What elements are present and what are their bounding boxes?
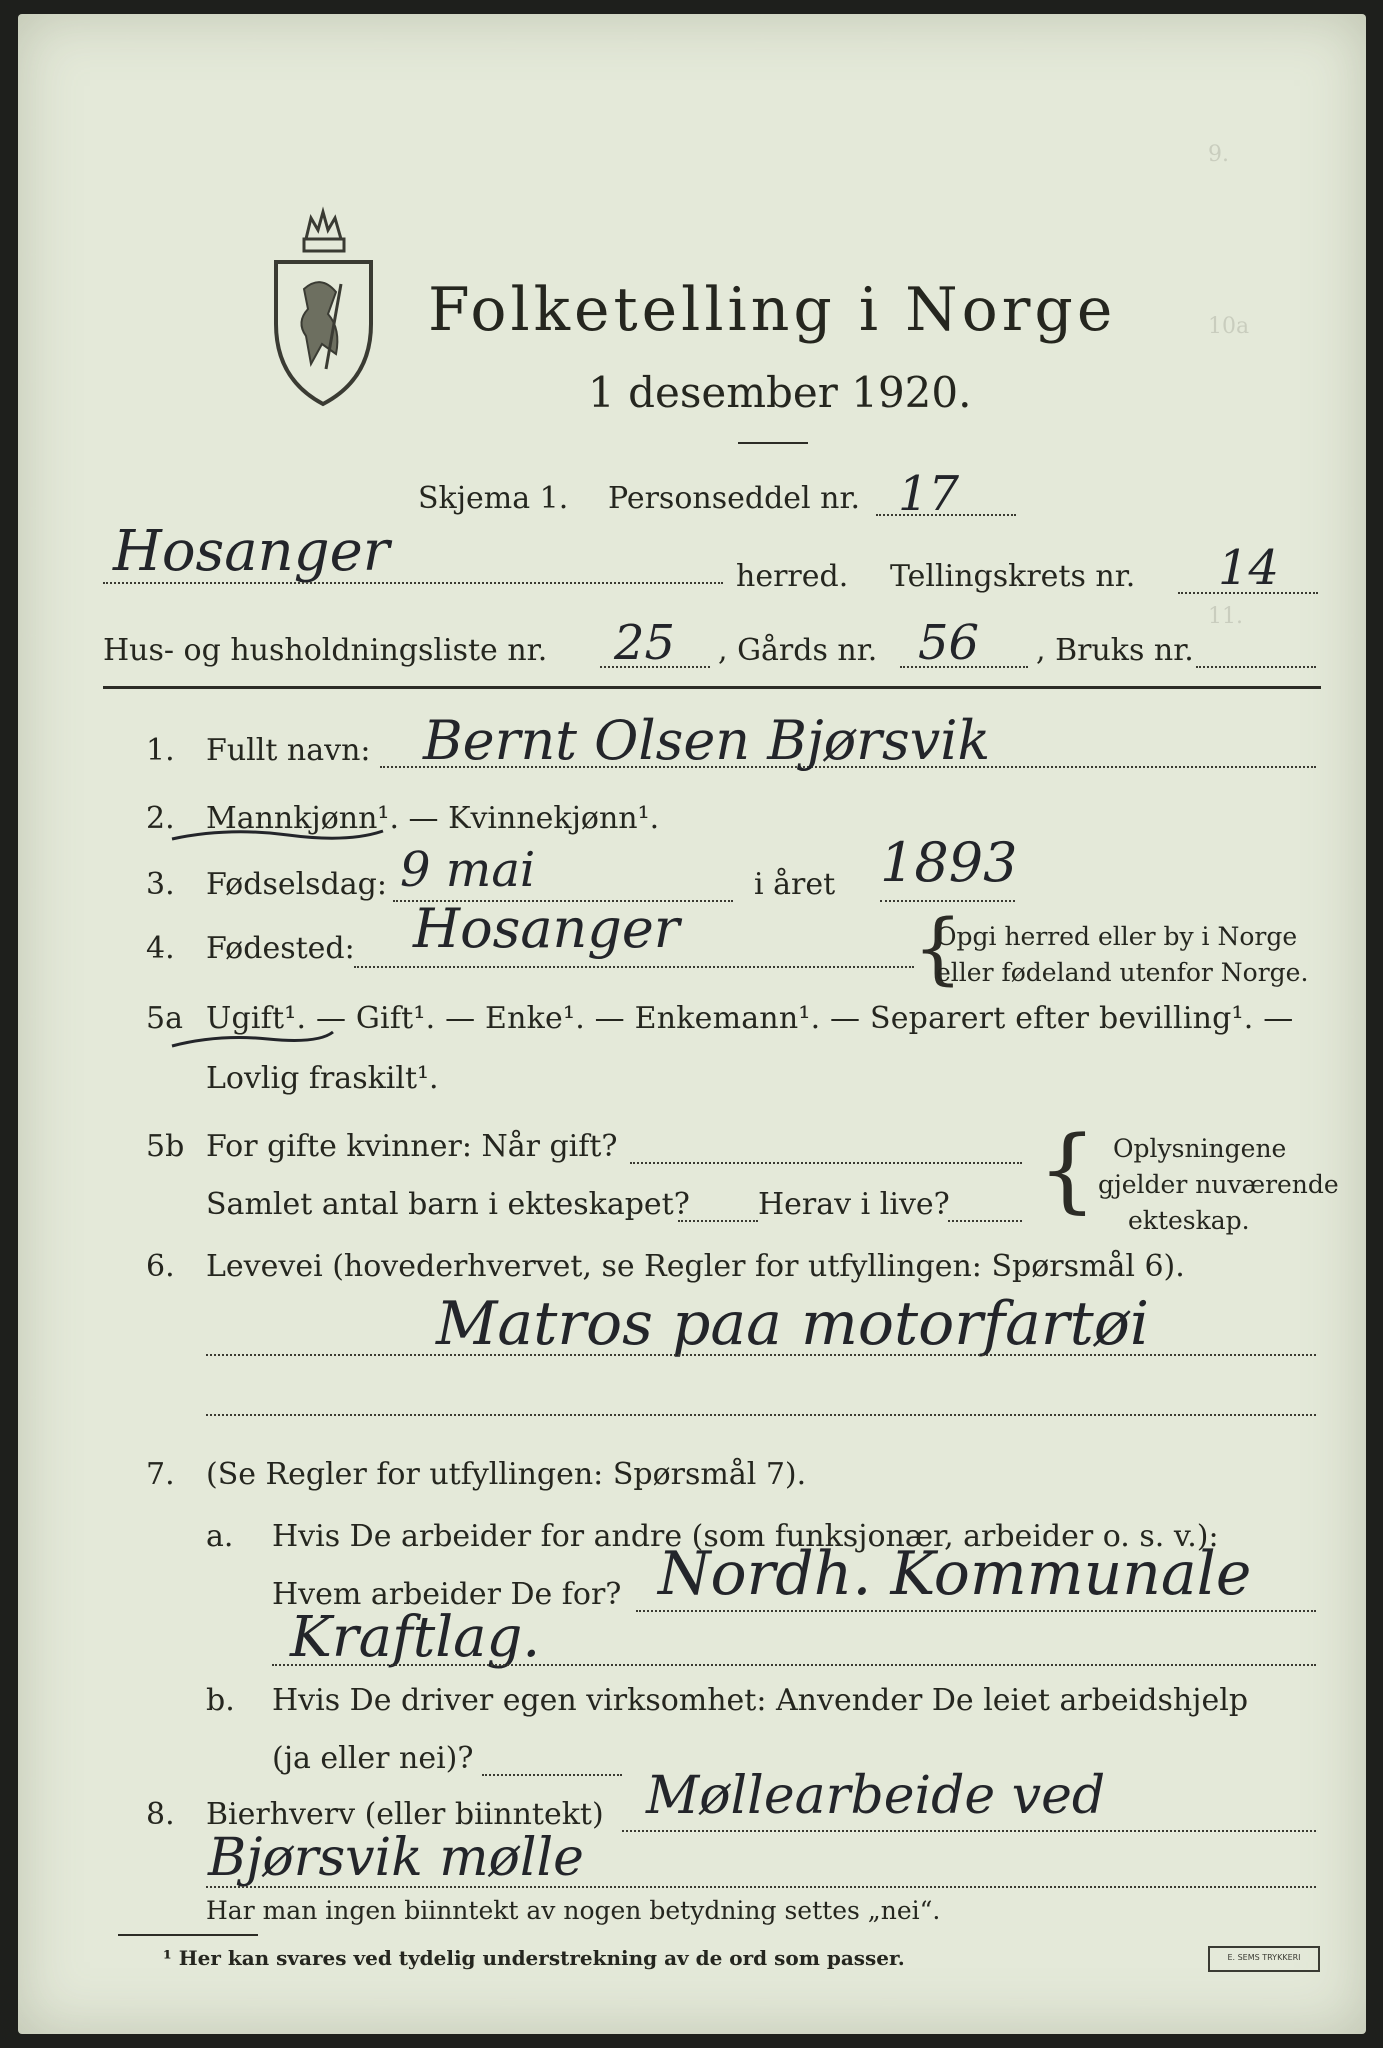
q4-note-line-1: Opgi herred eller by i Norge <box>936 922 1298 951</box>
q8-line-1 <box>622 1830 1316 1832</box>
q5a-options: Ugift¹. — Gift¹. — Enke¹. — Enkemann¹. — Separert efter bevilling¹. — <box>206 1001 1294 1036</box>
herred-line <box>103 582 723 584</box>
bleed-through-text: 9. <box>1208 142 1229 167</box>
q8-line-2 <box>206 1886 1316 1888</box>
herred-label: herred. <box>736 559 849 594</box>
bruks-line <box>1196 666 1316 668</box>
q7a-answer-2: Kraftlag. <box>290 1605 541 1670</box>
q7b-line <box>482 1774 622 1776</box>
q7a-label: Hvis De arbeider for andre (som funksjonær, arbeider o. s. v.): <box>272 1519 1219 1554</box>
q6-line-2 <box>206 1414 1316 1416</box>
q7a-line-2 <box>272 1664 1316 1666</box>
q8-label: Bierhverv (eller biinntekt) <box>206 1797 604 1832</box>
underline-mark <box>168 819 388 849</box>
q7b-marker: b. <box>206 1683 235 1718</box>
footnote-rule <box>118 1934 258 1936</box>
q5b-note-line-2: gjelder nuværende <box>1098 1170 1339 1199</box>
q7a-question: Hvem arbeider De for? <box>272 1577 622 1612</box>
tellingskrets-value: 14 <box>1218 540 1280 596</box>
bruks-label: , Bruks nr. <box>1036 633 1194 668</box>
q7a-answer-1: Nordh. Kommunale <box>658 1539 1252 1609</box>
q3-year-answer: 1893 <box>880 831 1018 894</box>
q4-number: 4. <box>146 931 175 966</box>
q5b-label-1: For gifte kvinner: Når gift? <box>206 1129 618 1164</box>
q5b-line-3 <box>948 1220 1022 1222</box>
q6-answer: Matros paa motorfartøi <box>436 1289 1150 1359</box>
q6-label: Levevei (hovederhvervet, se Regler for utfyllingen: Spørsmål 6). <box>206 1249 1185 1284</box>
herred-value: Hosanger <box>113 519 390 584</box>
gards-label: , Gårds nr. <box>718 633 878 668</box>
q5a-number: 5a <box>146 1001 183 1036</box>
q6-line-1 <box>206 1354 1316 1356</box>
q8-note: Har man ingen biinntekt av nogen betydning settes „nei“. <box>206 1896 941 1925</box>
divider <box>738 442 808 444</box>
header-rule <box>103 686 1321 689</box>
q5b-note-line-3: ekteskap. <box>1128 1206 1250 1235</box>
q3-number: 3. <box>146 867 175 902</box>
q7a-line-1 <box>636 1610 1316 1612</box>
q2-label: Mannkjønn¹. — Kvinnekjønn¹. <box>206 801 660 836</box>
underline-mark <box>168 1024 338 1054</box>
q4-answer: Hosanger <box>413 897 680 960</box>
bleed-through-text: 11. <box>1208 604 1243 629</box>
q7b-label: Hvis De driver egen virksomhet: Anvender De leiet arbeidshjelp <box>272 1683 1249 1718</box>
form-title: Folketelling i Norge <box>428 275 1117 345</box>
q7a-marker: a. <box>206 1519 234 1554</box>
census-form <box>18 14 1366 2034</box>
norwegian-coat-of-arms-icon <box>266 204 381 414</box>
q6-number: 6. <box>146 1249 175 1284</box>
tellingskrets-label: Tellingskrets nr. <box>890 559 1136 594</box>
husholdningsliste-label: Hus- og husholdningsliste nr. <box>103 633 548 668</box>
schema-label: Skjema 1. <box>418 481 569 516</box>
q3-label: Fødselsdag: <box>206 867 387 902</box>
personseddel-label: Personseddel nr. <box>608 481 861 516</box>
husholdningsliste-value: 25 <box>614 615 676 671</box>
q5b-number: 5b <box>146 1129 185 1164</box>
q5b-line-2 <box>678 1220 758 1222</box>
q3-year-label: i året <box>754 867 836 902</box>
q1-number: 1. <box>146 733 175 768</box>
personseddel-value: 17 <box>898 466 960 522</box>
q8-number: 8. <box>146 1797 175 1832</box>
q2-number: 2. <box>146 801 175 836</box>
q5a-options-cont: Lovlig fraskilt¹. <box>206 1061 439 1096</box>
q7-number: 7. <box>146 1457 175 1492</box>
q8-answer-1: Møllearbeide ved <box>646 1766 1106 1826</box>
q5b-line-1 <box>630 1162 1022 1164</box>
q1-label: Fullt navn: <box>206 733 371 768</box>
bleed-through-text: 10a <box>1208 314 1250 339</box>
q4-line <box>354 966 914 968</box>
q5b-label-2: Samlet antal barn i ekteskapet? <box>206 1187 690 1222</box>
q8-answer-2: Bjørsvik mølle <box>208 1828 584 1888</box>
q5b-note-line-1: Oplysningene <box>1113 1134 1287 1163</box>
form-date: 1 desember 1920. <box>588 368 972 417</box>
gards-value: 56 <box>918 615 980 671</box>
brace: { <box>913 904 963 994</box>
printer-stamp <box>1208 1946 1320 1972</box>
printer-stamp-text: E. SEMS TRYKKERI <box>1227 1953 1301 1962</box>
brace: { <box>1038 1116 1097 1223</box>
q4-note-line-2: eller fødeland utenfor Norge. <box>936 958 1309 987</box>
q3-day-answer: 9 mai <box>400 842 536 898</box>
q4-label: Fødested: <box>206 931 355 966</box>
q1-answer: Bernt Olsen Bjørsvik <box>423 709 991 772</box>
q7-label: (Se Regler for utfyllingen: Spørsmål 7). <box>206 1457 807 1492</box>
q5b-label-3: Herav i live? <box>758 1187 950 1222</box>
q3-year-line <box>880 900 1015 902</box>
q7b-question: (ja eller nei)? <box>272 1741 474 1776</box>
footnote: ¹ Her kan svares ved tydelig understrekning av de ord som passer. <box>163 1946 905 1970</box>
